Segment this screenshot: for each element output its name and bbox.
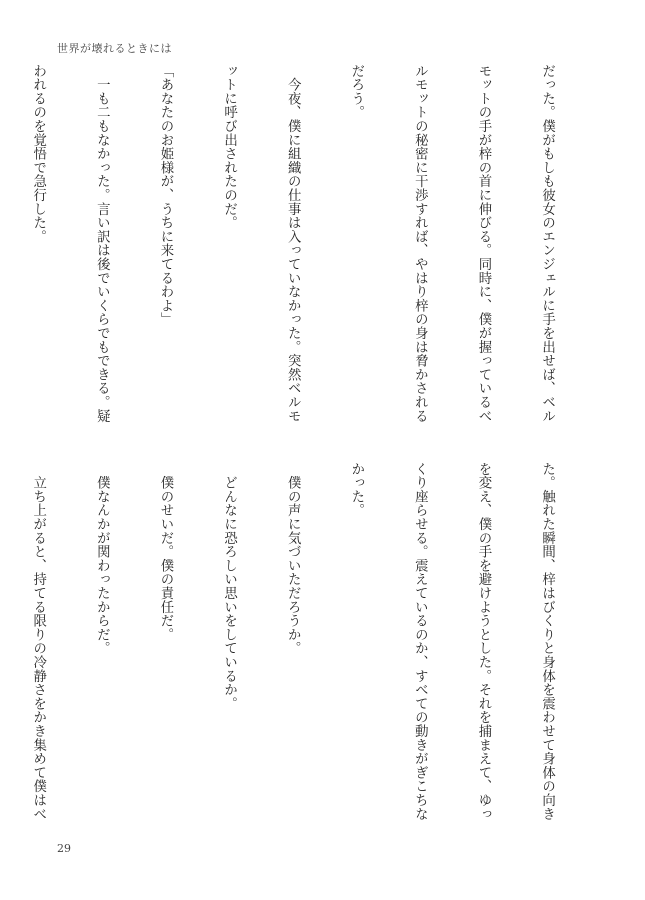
text-line: だった。僕がもしも彼女のエンジェルに手を出せば、ベル	[539, 64, 555, 423]
text-line: ットに呼び出されたのだ。	[221, 64, 237, 230]
text-line: どんなに恐ろしい思いをしているか。	[221, 462, 237, 711]
text-line: 一も二もなかった。言い訳は後でいくらでもできる。疑	[94, 64, 110, 423]
text-line: た。触れた瞬間、梓はびくりと身体を震わせて身体の向き	[539, 462, 555, 821]
text-line: 僕なんかが関わったからだ。	[94, 462, 110, 656]
page-number: 29	[57, 842, 71, 855]
text-line: 僕の声に気づいただろうか。	[285, 462, 301, 656]
text-line: 僕のせいだ。僕の責任だ。	[157, 462, 173, 642]
text-line: かった。	[348, 462, 364, 518]
text-line: われるのを覚悟で急行した。	[30, 64, 46, 244]
text-line: モットの手が梓の首に伸びる。同時に、僕が握っているべ	[475, 64, 491, 423]
running-head: 世界が壊れるときには	[57, 42, 172, 55]
lower-text-block	[30, 462, 600, 832]
text-line: くり座らせる。震えているのか、すべての動きがぎこちな	[412, 462, 428, 821]
text-line: 今夜、僕に組織の仕事は入っていなかった。突然ベルモ	[285, 64, 301, 423]
upper-text-block	[30, 64, 600, 450]
text-line: ルモットの秘密に干渉すれば、やはり梓の身は脅かされる	[412, 64, 428, 423]
text-line: 立ち上がると、持てる限りの冷静さをかき集めて僕はべ	[30, 462, 46, 821]
text-line: 「あなたのお姫様が、うちに来てるわよ」	[157, 64, 173, 327]
text-line: だろう。	[348, 64, 364, 120]
text-line: を変え、僕の手を避けようとした。それを捕まえて、ゆっ	[475, 462, 491, 821]
